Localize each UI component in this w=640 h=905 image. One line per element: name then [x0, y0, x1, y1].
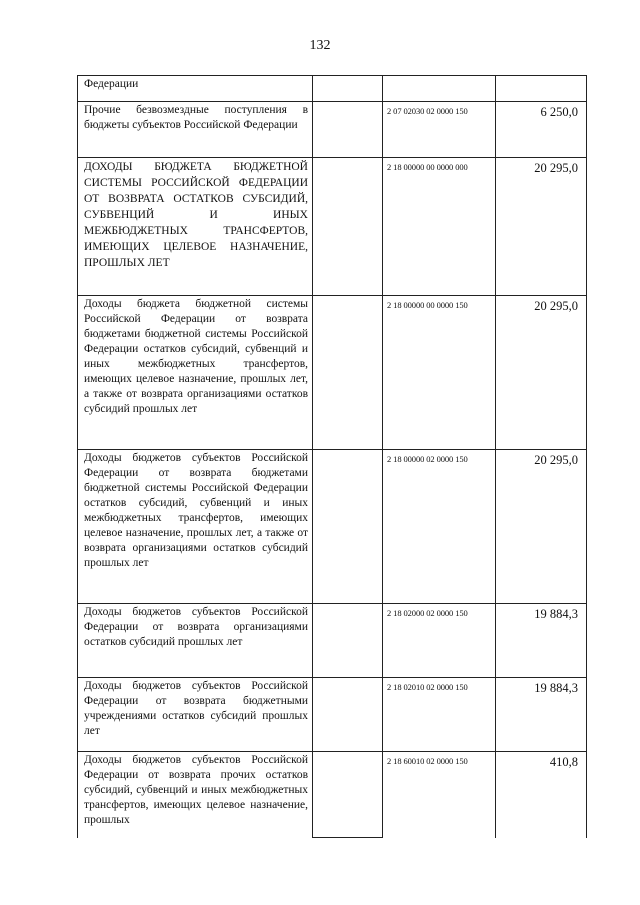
- table-row: [78, 76, 587, 102]
- page-number: 132: [309, 38, 331, 53]
- blank-cell: [313, 450, 383, 604]
- row-name: Федерации: [78, 76, 313, 102]
- blank-cell: [313, 158, 383, 296]
- row-sum: 410,8: [496, 752, 587, 838]
- table-row: [78, 158, 587, 296]
- blank-cell: [313, 102, 383, 158]
- table-row: [78, 604, 587, 678]
- row-sum: 20 295,0: [496, 158, 587, 296]
- row-code: 2 18 02010 02 0000 150: [383, 678, 496, 752]
- blank-cell: [313, 604, 383, 678]
- row-code: 2 18 00000 00 0000 150: [383, 296, 496, 450]
- row-code: 2 18 02000 02 0000 150: [383, 604, 496, 678]
- budget-table: [77, 75, 587, 838]
- row-sum: 19 884,3: [496, 678, 587, 752]
- row-sum: 6 250,0: [496, 102, 587, 158]
- table-row: [78, 678, 587, 752]
- blank-cell: [313, 752, 383, 838]
- row-name: Доходы бюджетов субъектов Российской Федерации от возврата организациями остатков субсидий прошлых лет: [78, 604, 313, 678]
- row-code: 2 18 60010 02 0000 150: [383, 752, 496, 838]
- row-name: ДОХОДЫ БЮДЖЕТА БЮДЖЕТНОЙ СИСТЕМЫ РОССИЙСКОЙ ФЕДЕРАЦИИ ОТ ВОЗВРАТА ОСТАТКОВ СУБСИДИЙ, СУБВЕНЦИЙ И ИНЫХ МЕЖБЮДЖЕТНЫХ ТРАНСФЕРТОВ, ИМЕЮЩИХ ЦЕЛЕВОЕ НАЗНАЧЕНИЕ, ПРОШЛЫХ ЛЕТ: [78, 158, 313, 296]
- row-sum: 19 884,3: [496, 604, 587, 678]
- row-name: Доходы бюджетов субъектов Российской Федерации от возврата бюджетными учреждениями остатков субсидий прошлых лет: [78, 678, 313, 752]
- row-sum: 20 295,0: [496, 450, 587, 604]
- row-sum: [496, 76, 587, 102]
- blank-cell: [313, 678, 383, 752]
- row-name: Доходы бюджета бюджетной системы Российской Федерации от возврата бюджетами бюджетной системы Российской Федерации остатков субсидий, субвенций и иных межбюджетных трансфертов, имеющих целевое назначение, прошлых лет, а также от возврата организациями остатков субсидий прошлых лет: [78, 296, 313, 450]
- blank-cell: [313, 76, 383, 102]
- row-code: [383, 76, 496, 102]
- row-code: 2 18 00000 00 0000 000: [383, 158, 496, 296]
- table-row: [78, 450, 587, 604]
- table-row: [78, 296, 587, 450]
- table-row: [78, 102, 587, 158]
- row-name: Доходы бюджетов субъектов Российской Федерации от возврата прочих остатков субсидий, субвенций и иных межбюджетных трансфертов, имеющих целевое назначение, прошлых: [78, 752, 313, 838]
- row-sum: 20 295,0: [496, 296, 587, 450]
- table-row: [78, 752, 587, 838]
- row-code: 2 18 00000 02 0000 150: [383, 450, 496, 604]
- blank-cell: [313, 296, 383, 450]
- row-code: 2 07 02030 02 0000 150: [383, 102, 496, 158]
- row-name: Прочие безвозмездные поступления в бюджеты субъектов Российской Федерации: [78, 102, 313, 158]
- row-name: Доходы бюджетов субъектов Российской Федерации от возврата бюджетами бюджетной системы Российской Федерации остатков субсидий, субвенций и иных межбюджетных трансфертов, имеющих целевое назначение, прошлых лет, а также от возврата организациями остатков субсидий прошлых лет: [78, 450, 313, 604]
